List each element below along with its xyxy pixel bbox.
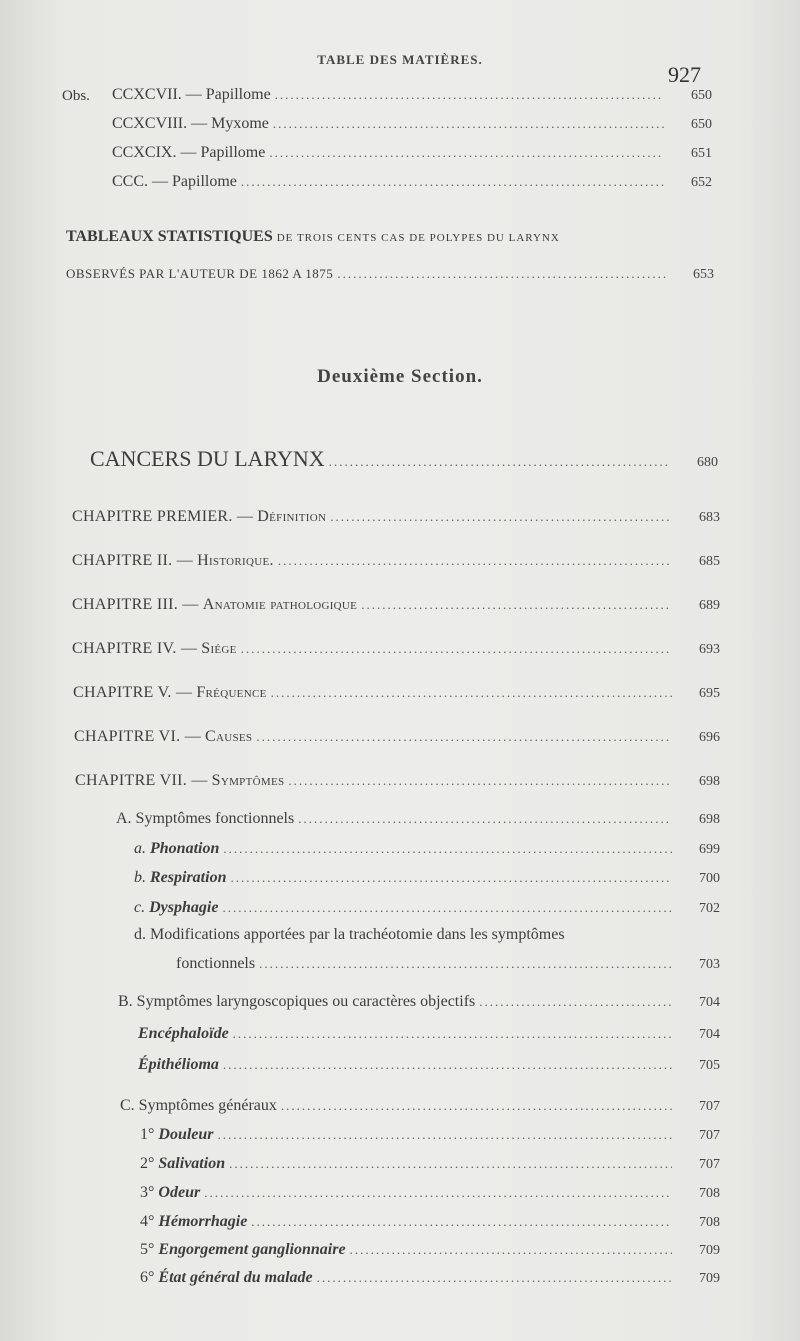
- leader-dots: [256, 729, 672, 745]
- toc-label: B. Symptômes laryngoscopiques ou caractères objectifs: [118, 993, 476, 1010]
- leader-dots: [269, 145, 664, 161]
- toc-label: C. Symptômes généraux: [120, 1097, 277, 1114]
- toc-page: 650: [691, 117, 712, 132]
- toc-page: 699: [699, 842, 720, 857]
- toc-entry-symptoms-c-4: [140, 1213, 720, 1231]
- leader-dots: [230, 870, 672, 886]
- toc-entry-chapter-3: [72, 596, 720, 614]
- toc-page: 695: [699, 686, 720, 701]
- toc-entry-symptoms-c: [120, 1097, 720, 1115]
- leader-dots: [361, 597, 672, 613]
- toc-entry-chapter-4: [72, 640, 720, 658]
- chapter-number: CHAPITRE VI. —: [74, 728, 202, 745]
- toc-label: CCXCVIII. — Myxome: [112, 115, 269, 132]
- toc-page: 702: [699, 901, 720, 916]
- chapter-title: Siége: [201, 640, 237, 657]
- chapter-number: CHAPITRE PREMIER. —: [72, 508, 254, 525]
- toc-label: Engorgement ganglionnaire: [158, 1241, 346, 1258]
- leader-dots: [271, 685, 672, 701]
- toc-label: CANCERS DU LARYNX: [90, 446, 325, 471]
- toc-page: 683: [699, 510, 720, 525]
- leader-dots: [218, 1127, 672, 1143]
- toc-entry-obs-298: [112, 115, 712, 133]
- toc-entry-chapter-6: [74, 728, 720, 746]
- leader-dots: [251, 1214, 672, 1230]
- toc-page: 705: [699, 1058, 720, 1073]
- toc-label: CCXCVII. — Papillome: [112, 86, 271, 103]
- chapter-number: CHAPITRE III. —: [72, 596, 199, 613]
- toc-page: 698: [699, 812, 720, 827]
- toc-entry-symptoms-a-c: [134, 899, 720, 917]
- toc-entry-symptoms-c-1: [140, 1126, 720, 1144]
- toc-label: CCXCIX. — Papillome: [112, 144, 266, 161]
- toc-prefix: 5°: [140, 1241, 155, 1258]
- toc-entry-cancers: [90, 446, 718, 472]
- toc-prefix: b.: [134, 869, 146, 886]
- leader-dots: [298, 811, 672, 827]
- toc-label: OBSERVÉS PAR L'AUTEUR DE 1862 A 1875: [66, 266, 334, 281]
- toc-prefix: 3°: [140, 1184, 155, 1201]
- toc-prefix: c.: [134, 899, 146, 916]
- toc-entry-obs-297: [112, 86, 712, 104]
- chapter-title: Causes: [205, 728, 253, 745]
- toc-label: fonctionnels: [176, 955, 256, 972]
- toc-entry-symptoms-c-6: [140, 1269, 720, 1287]
- toc-entry-chapter-7: [75, 772, 720, 790]
- toc-page: 704: [699, 995, 720, 1010]
- leader-dots: [337, 266, 666, 282]
- toc-page: 693: [699, 642, 720, 657]
- toc-entry-symptoms-a-d: [176, 955, 720, 973]
- toc-label: Odeur: [158, 1184, 201, 1201]
- toc-entry-obs-300: [112, 173, 712, 191]
- toc-page: 698: [699, 774, 720, 789]
- chapter-title: Historique.: [197, 552, 274, 569]
- toc-page: 708: [699, 1215, 720, 1230]
- toc-page: 689: [699, 598, 720, 613]
- toc-prefix: a.: [134, 840, 146, 857]
- leader-dots: [330, 509, 672, 525]
- toc-page: 653: [693, 267, 714, 282]
- leader-dots: [275, 87, 664, 103]
- toc-page: 696: [699, 730, 720, 745]
- toc-label: Phonation: [150, 840, 220, 857]
- toc-page: 703: [699, 957, 720, 972]
- chapter-title: Symptômes: [211, 772, 285, 789]
- leader-dots: [233, 1026, 672, 1042]
- running-head: TABLE DES MATIÈRES.: [317, 52, 483, 67]
- toc-page: 707: [699, 1128, 720, 1143]
- toc-prefix: 6°: [140, 1269, 155, 1286]
- leader-dots: [288, 773, 672, 789]
- chapter-number: CHAPITRE IV. —: [72, 640, 198, 657]
- toc-page: 650: [691, 88, 712, 103]
- toc-label: Douleur: [158, 1126, 214, 1143]
- toc-page: 704: [699, 1027, 720, 1042]
- toc-entry-symptoms-c-2: [140, 1155, 720, 1173]
- toc-page: 709: [699, 1271, 720, 1286]
- leader-dots: [223, 1057, 672, 1073]
- leader-dots: [241, 174, 664, 190]
- toc-entry-obs-299: [112, 144, 712, 162]
- tableaux-title: TABLEAUX STATISTIQUES: [66, 228, 273, 245]
- toc-label: Hémorrhagie: [158, 1213, 248, 1230]
- obs-prefix: Obs.: [62, 88, 90, 104]
- toc-entry-chapter-1: [72, 508, 720, 526]
- toc-label: Encéphaloïde: [138, 1025, 229, 1042]
- toc-entry-chapter-2: [72, 552, 720, 570]
- chapter-title: Fréquence: [196, 684, 267, 701]
- toc-label: A. Symptômes fonctionnels: [116, 810, 295, 827]
- toc-entry-symptoms-b-2: [138, 1056, 720, 1074]
- toc-label: État général du malade: [158, 1269, 313, 1286]
- chapter-number: CHAPITRE V. —: [73, 684, 193, 701]
- toc-page: 652: [691, 175, 712, 190]
- leader-dots: [229, 1156, 672, 1172]
- toc-label: Dysphagie: [149, 899, 219, 916]
- toc-page: 685: [699, 554, 720, 569]
- toc-label: CCC. — Papillome: [112, 173, 237, 190]
- toc-label: Salivation: [158, 1155, 226, 1172]
- toc-page: 680: [697, 455, 718, 470]
- toc-page: 707: [699, 1157, 720, 1172]
- toc-page: 707: [699, 1099, 720, 1114]
- leader-dots: [204, 1185, 672, 1201]
- toc-prefix: 4°: [140, 1213, 155, 1230]
- leader-dots: [329, 454, 670, 470]
- toc-entry-symptoms-c-3: [140, 1184, 720, 1202]
- leader-dots: [479, 994, 672, 1010]
- toc-entry-symptoms-a-d-line1: [134, 926, 694, 944]
- toc-entry-symptoms-b-1: [138, 1025, 720, 1043]
- toc-entry-symptoms-c-5: [140, 1241, 720, 1259]
- toc-page: 700: [699, 871, 720, 886]
- leader-dots: [317, 1270, 672, 1286]
- toc-page: 651: [691, 146, 712, 161]
- leader-dots: [273, 116, 664, 132]
- leader-dots: [223, 841, 672, 857]
- toc-entry-symptoms-b: [118, 993, 720, 1011]
- leader-dots: [281, 1098, 672, 1114]
- toc-page: 709: [699, 1243, 720, 1258]
- leader-dots: [222, 900, 672, 916]
- leader-dots: [259, 956, 672, 972]
- chapter-number: CHAPITRE II. —: [72, 552, 194, 569]
- leader-dots: [278, 553, 672, 569]
- toc-entry-symptoms-a-b: [134, 869, 720, 887]
- section-title: Deuxième Section.: [317, 366, 483, 387]
- chapter-title: Définition: [257, 508, 327, 525]
- chapter-title: Anatomie pathologique: [202, 596, 358, 613]
- toc-entry-tableaux: [66, 266, 714, 283]
- toc-label: d. Modifications apportées par la trachéotomie dans les symptômes: [134, 926, 565, 943]
- toc-label: Respiration: [150, 869, 227, 886]
- toc-page: 708: [699, 1186, 720, 1201]
- toc-entry-chapter-5: [73, 684, 720, 702]
- tableaux-title-rest: DE TROIS CENTS CAS DE POLYPES DU LARYNX: [276, 232, 560, 244]
- toc-prefix: 2°: [140, 1155, 155, 1172]
- toc-prefix: 1°: [140, 1126, 155, 1143]
- tableaux-heading: [66, 228, 716, 246]
- toc-entry-symptoms-a-a: [134, 840, 720, 858]
- leader-dots: [350, 1242, 672, 1258]
- leader-dots: [241, 641, 672, 657]
- chapter-number: CHAPITRE VII. —: [75, 772, 208, 789]
- toc-entry-symptoms-a: [116, 810, 720, 828]
- page-number: 927: [668, 62, 701, 87]
- toc-label: Épithélioma: [138, 1056, 219, 1073]
